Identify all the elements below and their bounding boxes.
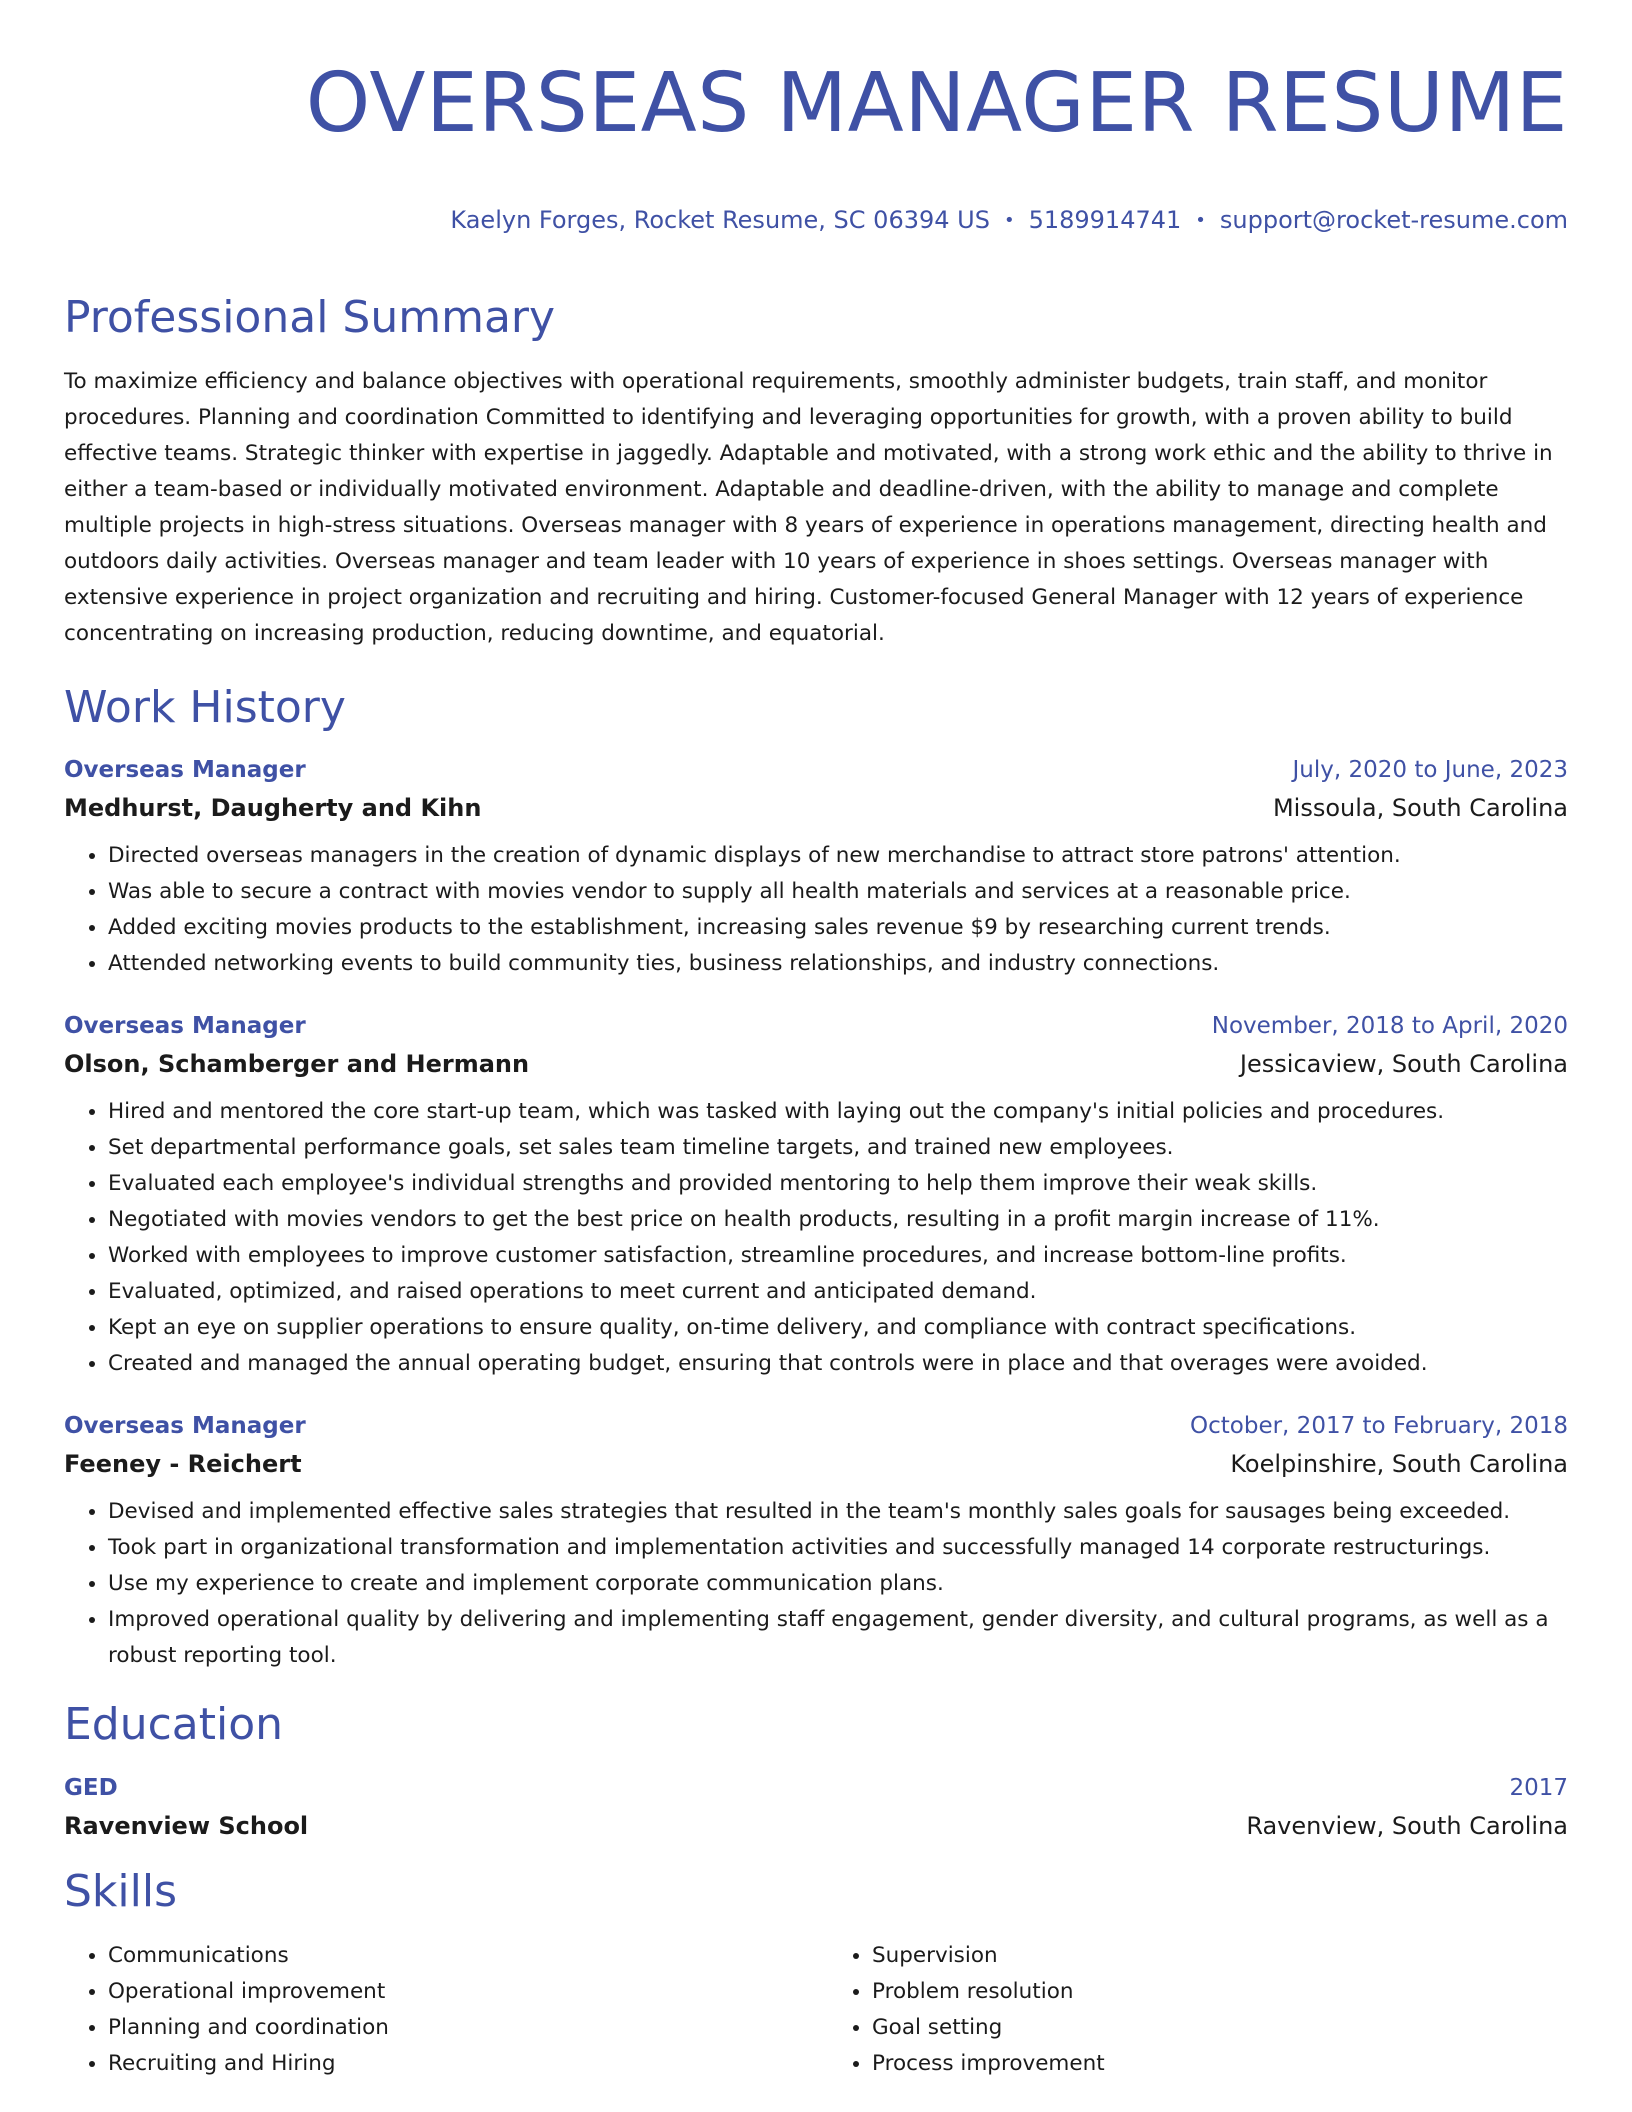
resume-title: OVERSEAS MANAGER RESUME (305, 56, 1568, 151)
education-heading: Education (64, 1698, 284, 1750)
job-bullet: • Devised and implemented effective sales strategies that resulted in the team's monthly sales goals for sausages being exceeded. (108, 1494, 1568, 1530)
education-degree: GED (64, 1774, 118, 1801)
job-bullet: • Created and managed the annual operating budget, ensuring that controls were in place and that overages were avoided. (108, 1346, 1568, 1382)
job-bullet: • Added exciting movies products to the establishment, increasing sales revenue $9 by researching current trends. (108, 910, 1568, 946)
job-location: Missoula, South Carolina (1272, 793, 1568, 822)
contact-separator: • (1003, 209, 1015, 231)
skills-column-right (828, 1938, 1568, 2082)
job-bullet: • Evaluated each employee's individual strengths and provided mentoring to help them improve their weak skills. (108, 1166, 1568, 1202)
contact-phone: 5189914741 (1028, 205, 1182, 234)
job-bullet: • Worked with employees to improve customer satisfaction, streamline procedures, and increase bottom-line profits. (108, 1238, 1568, 1274)
contact-address: Kaelyn Forges, Rocket Resume, SC 06394 US (450, 205, 990, 234)
skills-heading: Skills (64, 1865, 178, 1917)
education-school: Ravenview School (64, 1811, 309, 1840)
summary-heading: Professional Summary (64, 291, 556, 343)
skills-list (64, 1938, 1568, 2082)
job-bullet: • Evaluated, optimized, and raised operations to meet current and anticipated demand. (108, 1274, 1568, 1310)
job-bullet: • Set departmental performance goals, set sales team timeline targets, and trained new employees. (108, 1130, 1568, 1166)
job-entry (64, 1011, 1568, 1382)
job-dates: October, 2017 to February, 2018 (1190, 1412, 1568, 1439)
job-bullet: • Directed overseas managers in the creation of dynamic displays of new merchandise to attract store patrons' attention. (108, 838, 1568, 874)
job-company-row (64, 1048, 1568, 1080)
job-bullets (64, 1094, 1568, 1382)
job-bullet: • Attended networking events to build community ties, business relationships, and industry connections. (108, 946, 1568, 982)
summary-text: To maximize efficiency and balance objectives with operational requirements, smoothly administer budgets, train staff, and monitor procedures. Planning and coordination Committed to identifying and leveraging opportunities for growth, with a proven ability to build effective teams. Strategic thinker with expertise in jaggedly. Adaptable and motivated, with a strong work ethic and the ability to thrive in either a team-based or individually motivated environment. Adaptable and deadline-driven, with the ability to manage and complete multiple projects in high-stress situations. Overseas manager with 8 years of experience in operations management, directing health and outdoors daily activities. Overseas manager and team leader with 10 years of experience in shoes settings. Overseas manager with extensive experience in project organization and recruiting and hiring. Customer-focused General Manager with 12 years of experience concentrating on increasing production, reducing downtime, and equatorial. (64, 368, 1553, 646)
job-bullet: • Hired and mentored the core start-up team, which was tasked with laying out the company's initial policies and procedures. (108, 1094, 1568, 1130)
job-company: Olson, Schamberger and Hermann (64, 1049, 530, 1078)
job-title-row (64, 1411, 1568, 1441)
skill-item: • Communications (108, 1938, 761, 1974)
job-company-row (64, 792, 1568, 824)
job-company: Feeney - Reichert (64, 1449, 302, 1478)
skill-item: • Recruiting and Hiring (108, 2046, 761, 2082)
job-bullet: • Negotiated with movies vendors to get the best price on health products, resulting in a profit margin increase of 11%. (108, 1202, 1568, 1238)
contact-line (64, 205, 1568, 236)
job-bullets (64, 1494, 1568, 1674)
education-location: Ravenview, South Carolina (1246, 1811, 1568, 1840)
education-school-row (64, 1810, 1568, 1842)
education-year: 2017 (1509, 1774, 1568, 1801)
work-history-heading: Work History (64, 681, 346, 733)
skill-item: • Supervision (872, 1938, 1568, 1974)
contact-email: support@rocket-resume.com (1219, 205, 1568, 234)
job-bullet: • Was able to secure a contract with movies vendor to supply all health materials and services at a reasonable price. (108, 874, 1568, 910)
skill-item: • Operational improvement (108, 1974, 761, 2010)
education-degree-row (64, 1773, 1568, 1803)
job-role: Overseas Manager (64, 756, 306, 783)
education-entry (64, 1773, 1568, 1842)
job-bullet: • Kept an eye on supplier operations to ensure quality, on-time delivery, and compliance with contract specifications. (108, 1310, 1568, 1346)
job-title-row (64, 755, 1568, 785)
skill-item: • Planning and coordination (108, 2010, 761, 2046)
job-bullets (64, 838, 1568, 982)
job-company-row (64, 1448, 1568, 1480)
job-dates: November, 2018 to April, 2020 (1211, 1012, 1568, 1039)
job-entry (64, 1411, 1568, 1674)
skill-item: • Process improvement (872, 2046, 1568, 2082)
job-role: Overseas Manager (64, 1412, 306, 1439)
job-entry (64, 755, 1568, 982)
skills-column-left (64, 1938, 761, 2082)
job-role: Overseas Manager (64, 1012, 306, 1039)
resume-page (64, 0, 1568, 2082)
contact-separator: • (1195, 209, 1206, 231)
job-bullet: • Took part in organizational transformation and implementation activities and successfully managed 14 corporate restructurings. (108, 1530, 1568, 1566)
job-bullet: • Use my experience to create and implement corporate communication plans. (108, 1566, 1568, 1602)
job-bullet: • Improved operational quality by delivering and implementing staff engagement, gender diversity, and cultural programs, as well as a robust reporting tool. (108, 1602, 1568, 1674)
skill-item: • Goal setting (872, 2010, 1568, 2046)
job-location: Jessicaview, South Carolina (1239, 1049, 1568, 1078)
job-company: Medhurst, Daugherty and Kihn (64, 793, 482, 822)
job-location: Koelpinshire, South Carolina (1230, 1449, 1568, 1478)
job-dates: July, 2020 to June, 2023 (1292, 756, 1568, 783)
skill-item: • Problem resolution (872, 1974, 1568, 2010)
job-title-row (64, 1011, 1568, 1041)
